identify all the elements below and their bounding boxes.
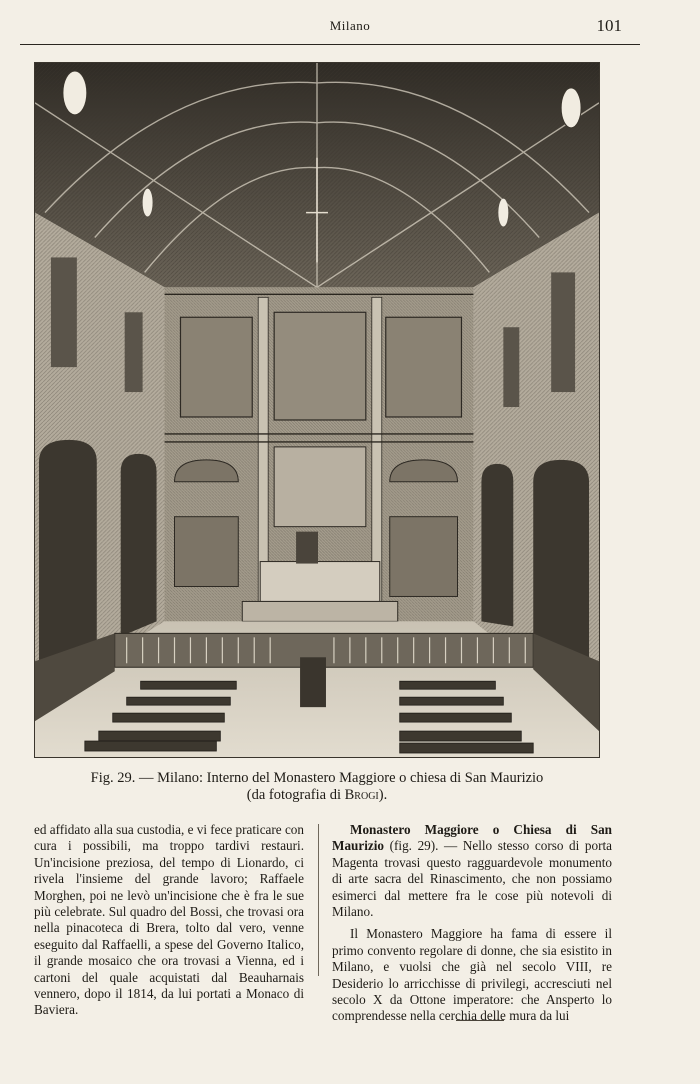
caption-photographer: Brogi bbox=[344, 787, 379, 803]
caption-source-suffix: ). bbox=[378, 787, 388, 803]
paragraph-1-body: (fig. 29). — Nello stesso corso di porta Magenta trovasi questo ragguardevole monumento di arte sacra del Rinascimento, che non possiamo esimerci dal mettere fra le cose più notevoli di Milano. bbox=[332, 838, 612, 920]
caption-line-2 bbox=[34, 787, 600, 804]
figure-caption bbox=[34, 770, 600, 804]
page-number: 101 bbox=[596, 16, 622, 35]
engraving-drawing bbox=[35, 63, 599, 757]
section-heading: Monastero Maggiore o Chiesa di San Maurizio bbox=[332, 822, 612, 854]
text-columns bbox=[34, 822, 624, 1022]
right-column-paragraph-1 bbox=[332, 822, 612, 920]
left-column-paragraph: ed affidato alla sua custodia, e vi fece praticare con cura i possibili, ma troppo tardivi restauri. Un'incisione preziosa, del tempo di Lionardo, ci rivela l'insieme del grande lavoro; Raffaele Morghen, poi ne levò un'incisione che è fra le sue più celebrate. Sul quadro del Bossi, che trovasi ora nella pinacoteca di Brera, tolto dal vero, venne eseguito dal Raffaelli, a spese del Governo Italico, il grande mosaico che ora trovasi a Vienna, ed i cartoni del quale acquistati dal Beauharnais vennero, dopo il 1814, da lui portati a Monaco di Baviera. bbox=[34, 822, 304, 1018]
running-title: Milano bbox=[329, 18, 371, 33]
right-column-paragraph-2: Il Monastero Maggiore ha fama di essere il primo convento regolare di donne, che sia esistito in Milano, e vuolsi che già nel secolo VIII, re Desiderio lo arricchisse di privilegi, accresciuti nel secolo X da Ottone imperatore: che Ansperto lo comprendesse nella cerchia delle mura da lui bbox=[332, 926, 612, 1024]
right-column bbox=[332, 822, 612, 1025]
caption-line-1: Fig. 29. — Milano: Interno del Monastero Maggiore o chiesa di San Maurizio bbox=[90, 770, 544, 786]
running-head bbox=[0, 16, 700, 38]
signature-mark bbox=[456, 1020, 504, 1021]
column-divider bbox=[318, 824, 319, 976]
church-interior-engraving bbox=[34, 62, 600, 758]
caption-source-prefix: (da fotografia di bbox=[246, 787, 345, 803]
header-rule bbox=[20, 44, 640, 45]
left-column bbox=[34, 822, 304, 1019]
